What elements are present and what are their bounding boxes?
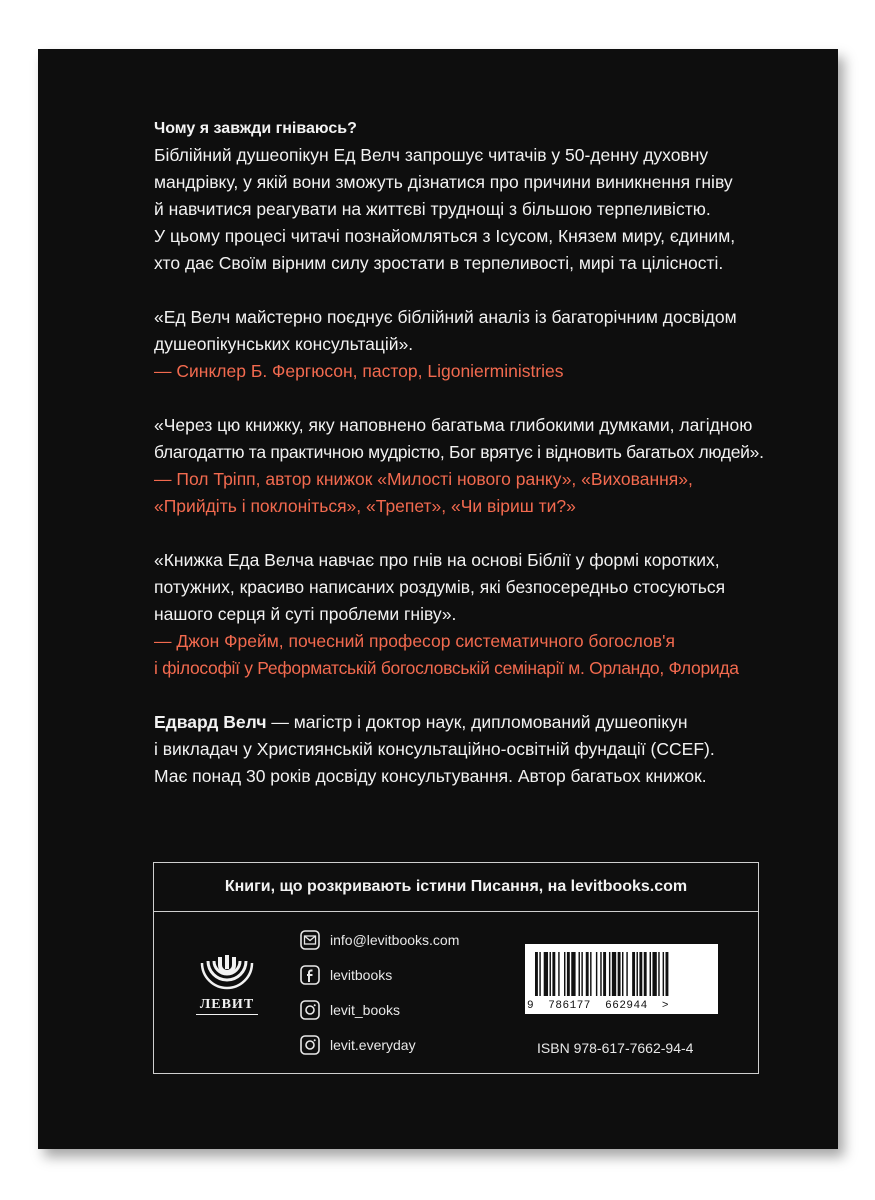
- blurb-line: хто дає Своїм вірним силу зростати в терпеливості, мирі та цілісності.: [154, 253, 724, 273]
- publisher-tagline: Книги, що розкривають істини Писання, на levitbooks.com: [154, 863, 758, 912]
- contact-instagram[interactable]: [300, 1034, 459, 1056]
- publisher-logo: [196, 951, 258, 1021]
- quote-line: благодаттю та практичною мудрістю, Бог врятує і відновить багатьох людей».: [154, 442, 764, 462]
- quote-attribution: і філософії у Реформатській богословській семінарії м. Орландо, Флорида: [154, 658, 739, 678]
- levit-logo-icon: [196, 951, 258, 997]
- contact-label: levit_books: [330, 1002, 401, 1018]
- contact-label: levit.everyday: [330, 1037, 416, 1053]
- quote-attribution: — Пол Тріпп, автор книжок «Милості нового ранку», «Виховання»,: [154, 469, 693, 489]
- quote-line: «Ед Велч майстерно поєднує біблійний аналіз із багаторічним досвідом: [154, 307, 737, 327]
- quote-line: «Через цю книжку, яку наповнено багатьма глибокими думками, лагідною: [154, 415, 753, 435]
- blurb-line: й навчитися реагувати на життєві труднощі з більшою терпеливістю.: [154, 199, 711, 219]
- cover-text: [154, 115, 794, 790]
- quote-line: нашого серця й суті проблеми гніву».: [154, 604, 457, 624]
- blurb-line: У цьому процесі читачі познайомляться з Ісусом, Князем миру, єдиним,: [154, 226, 736, 246]
- contact-instagram[interactable]: [300, 999, 459, 1021]
- blurb-heading: Чому я завжди гніваюсь?: [154, 120, 357, 137]
- logo-text: ЛЕВИТ: [196, 997, 258, 1015]
- author-bio-line: Має понад 30 років досвіду консультування. Автор багатьох книжок.: [154, 766, 707, 786]
- contact-label: levitbooks: [330, 967, 393, 983]
- contact-facebook[interactable]: [300, 964, 459, 986]
- quote-attribution: — Синклер Б. Фергюсон, пастор, Ligonierministries: [154, 361, 564, 381]
- author-name: Едвард Велч: [154, 712, 267, 732]
- blurb-line: Біблійний душеопікун Ед Велч запрошує читачів у 50-денну духовну: [154, 145, 709, 165]
- blurb-line: мандрівку, у якій вони зможуть дізнатися про причини виникнення гніву: [154, 172, 733, 192]
- publisher-info-box: [153, 862, 759, 1074]
- facebook-icon: [300, 965, 320, 985]
- quote-line: потужних, красиво написаних роздумів, які безпосередньо стосуються: [154, 577, 726, 597]
- contact-list: [300, 929, 459, 1069]
- contact-email[interactable]: [300, 929, 459, 951]
- quote-line: душеопікунських консультацій».: [154, 334, 414, 354]
- contact-label: info@levitbooks.com: [330, 932, 460, 948]
- barcode-digits: 9 786177 662944 >: [527, 1000, 670, 1012]
- instagram-icon: [300, 1000, 320, 1020]
- quote-line: «Книжка Еда Велча навчає про гнів на основі Біблії у формі коротких,: [154, 550, 720, 570]
- mail-icon: [300, 930, 320, 950]
- author-bio-line: [154, 709, 794, 736]
- quote-attribution: «Прийдіть і поклоніться», «Трепет», «Чи віриш ти?»: [154, 496, 576, 516]
- author-bio-text: — магістр і доктор наук, дипломований душеопікун: [266, 712, 688, 732]
- quote-attribution: — Джон Фрейм, почесний професор систематичного богослов'я: [154, 631, 675, 651]
- isbn-number: ISBN 978-617-7662-94-4: [537, 1040, 694, 1056]
- author-bio-line: і викладач у Християнській консультаційно-освітній фундації (CCEF).: [154, 739, 715, 759]
- instagram-icon: [300, 1035, 320, 1055]
- book-back-cover: [38, 49, 838, 1149]
- isbn-barcode: [525, 944, 718, 1014]
